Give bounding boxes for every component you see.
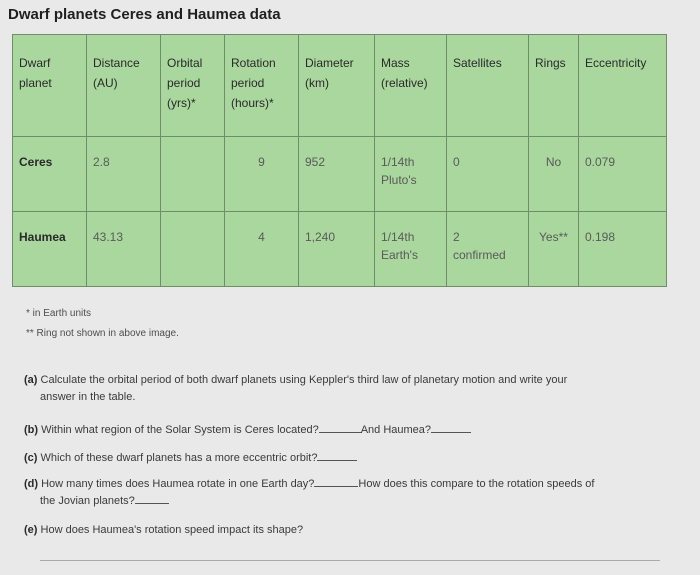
cell-eccentricity: 0.079 xyxy=(579,137,667,212)
header-mass: Mass (relative) xyxy=(375,35,447,137)
cell-rings: Yes** xyxy=(529,212,579,287)
cell-orbital-period[interactable] xyxy=(161,137,225,212)
question-b: (b) Within what region of the Solar System is Ceres located? And Haumea? xyxy=(24,422,471,439)
cell-rotation-period: 4 xyxy=(225,212,299,287)
table-header-row xyxy=(13,35,667,137)
question-e: (e) How does Haumea's rotation speed impact its shape? xyxy=(24,524,304,536)
cell-satellites: 0 xyxy=(447,137,529,212)
header-orbital-period: Orbital period (yrs)* xyxy=(161,35,225,137)
header-diameter: Diameter (km) xyxy=(299,35,375,137)
header-dwarf-planet: Dwarf planet xyxy=(13,35,87,137)
header-eccentricity: Eccentricity xyxy=(579,35,667,137)
header-satellites: Satellites xyxy=(447,35,529,137)
cell-rings: No xyxy=(529,137,579,212)
table-row xyxy=(13,137,667,212)
footnote-earth-units: * in Earth units xyxy=(26,308,92,319)
answer-line[interactable] xyxy=(40,560,660,561)
cell-rotation-period: 9 xyxy=(225,137,299,212)
footnotes xyxy=(26,304,179,344)
cell-diameter: 1,240 xyxy=(299,212,375,287)
header-distance: Distance (AU) xyxy=(87,35,161,137)
answer-blank-c[interactable] xyxy=(317,450,357,461)
cell-diameter: 952 xyxy=(299,137,375,212)
cell-mass: 1/14th Pluto's xyxy=(375,137,447,212)
footnote-ring: ** Ring not shown in above image. xyxy=(26,328,179,339)
answer-blank-d2[interactable] xyxy=(135,493,169,504)
cell-planet-name: Ceres xyxy=(13,137,87,212)
cell-planet-name: Haumea xyxy=(13,212,87,287)
header-rings: Rings xyxy=(529,35,579,137)
dwarf-planet-data-table xyxy=(12,34,667,287)
cell-mass: 1/14th Earth's xyxy=(375,212,447,287)
cell-satellites: 2 confirmed xyxy=(447,212,529,287)
cell-distance: 2.8 xyxy=(87,137,161,212)
page-title: Dwarf planets Ceres and Haumea data xyxy=(8,6,281,23)
answer-blank-b1[interactable] xyxy=(319,422,361,433)
question-c: (c) Which of these dwarf planets has a more eccentric orbit? xyxy=(24,450,357,467)
answer-blank-d1[interactable] xyxy=(314,476,358,487)
data-table-container xyxy=(12,34,666,286)
answer-blank-b2[interactable] xyxy=(431,422,471,433)
header-rotation-period: Rotation period (hours)* xyxy=(225,35,299,137)
question-a: (a) Calculate the orbital period of both dwarf planets using Keppler's third law of planetary motion and write your answer in the table. xyxy=(24,374,568,403)
cell-eccentricity: 0.198 xyxy=(579,212,667,287)
cell-orbital-period[interactable] xyxy=(161,212,225,287)
table-row xyxy=(13,212,667,287)
question-d: (d) How many times does Haumea rotate in one Earth day? How does this compare to the rotation speeds of the Jovian planets? xyxy=(24,478,595,507)
cell-distance: 43.13 xyxy=(87,212,161,287)
